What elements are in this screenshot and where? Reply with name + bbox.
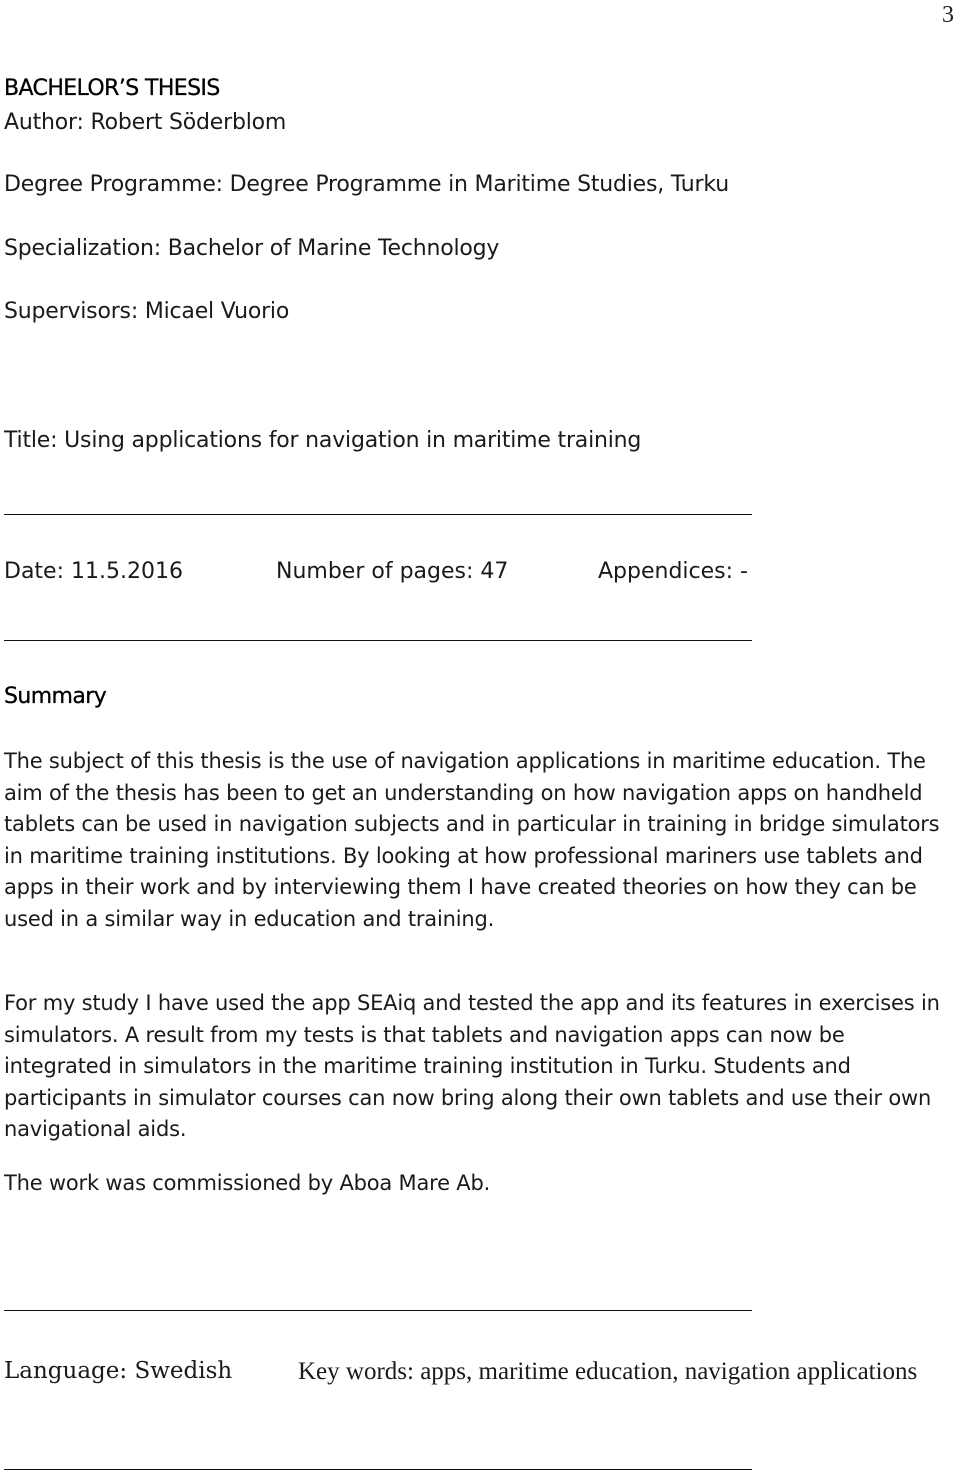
date-field: Date: 11.5.2016: [4, 559, 183, 584]
divider-rule: [4, 1469, 752, 1470]
appendices-field: Appendices: -: [598, 559, 748, 584]
divider-rule: [4, 640, 752, 641]
supervisors-line: Supervisors: Micael Vuorio: [4, 299, 290, 324]
degree-programme-line: Degree Programme: Degree Programme in Maritime Studies, Turku: [4, 172, 729, 197]
page-count-field: Number of pages: 47: [276, 559, 509, 584]
specialization-line: Specialization: Bachelor of Marine Technology: [4, 236, 500, 261]
page-number: 3: [942, 2, 954, 28]
summary-heading: Summary: [4, 684, 107, 709]
summary-paragraph: For my study I have used the app SEAiq and tested the app and its features in exercises in simulators. A result from my tests is that tablets and navigation apps can now be integrated in simulators in the maritime training institution in Turku. Students and participants in simulator courses can now bring along their own tablets and use their own navigational aids.: [4, 991, 940, 1141]
divider-rule: [4, 514, 752, 515]
summary-paragraph: The work was commissioned by Aboa Mare Ab.: [4, 1171, 491, 1195]
language-field: Language: Swedish: [4, 1358, 233, 1384]
keywords-field: Key words: apps, maritime education, navigation applications: [298, 1358, 918, 1385]
title-line: Title: Using applications for navigation in maritime training: [4, 428, 642, 453]
author-line: Author: Robert Söderblom: [4, 110, 287, 135]
summary-paragraph: The subject of this thesis is the use of navigation applications in maritime education. The aim of the thesis has been to get an understanding on how navigation apps on handheld tablets can be used in navigation subjects and in particular in training in bridge simulators in maritime training institutions. By looking at how professional mariners use tablets and apps in their work and by interviewing them I have created theories on how they can be used in a similar way in education and training.: [4, 749, 940, 931]
divider-rule: [4, 1310, 752, 1311]
document-type-heading: BACHELOR’S THESIS: [4, 76, 220, 101]
